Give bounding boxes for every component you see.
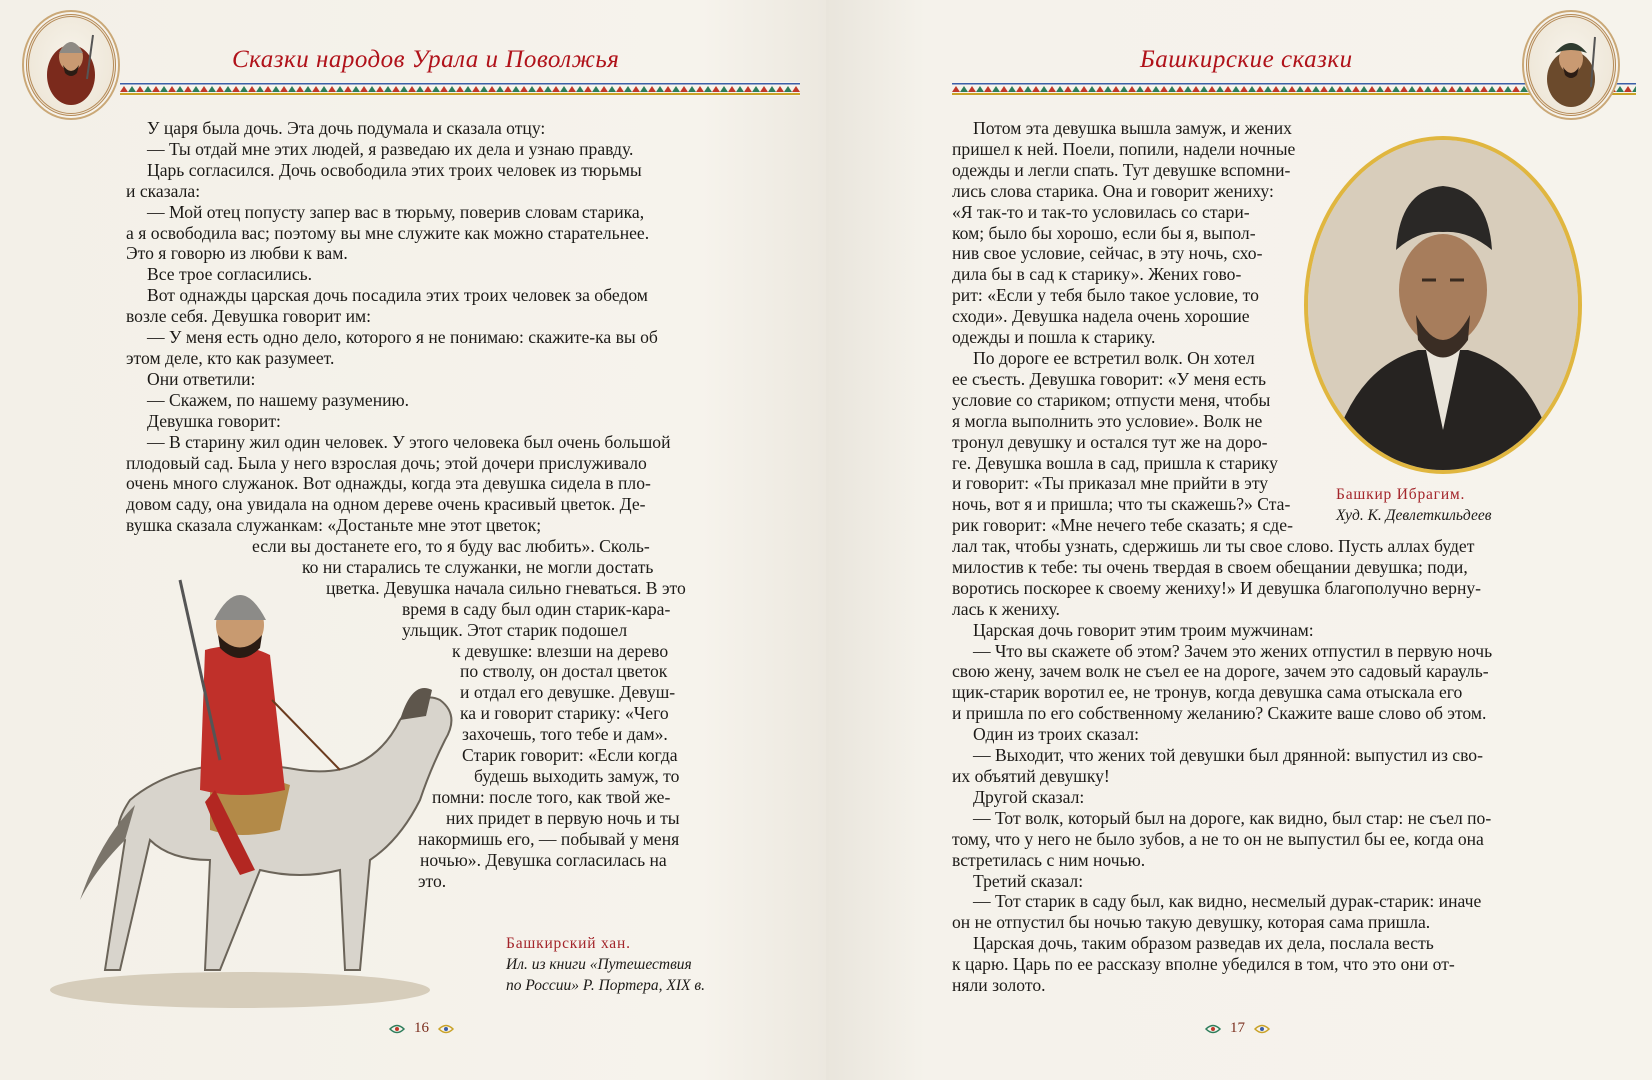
caption-title: Башкир Ибрагим.: [1336, 486, 1466, 503]
warrior-portrait-medallion: [26, 14, 116, 116]
ornamental-band: [120, 82, 800, 96]
horseman-caption: [506, 933, 766, 996]
caption-line: по России» Р. Портера, XIX в.: [506, 977, 705, 994]
page-number: 17: [1196, 1020, 1279, 1037]
story-text-wrap: если вы достанете его, то я буду вас любить». Сколь- ко ни старались те служанки, не могли достать цветка. Девушка начала сильно гневаться. В это время в саду был один старик-кара- ульщик. Этот старик подошел к девушке: влезши на дерево по стволу, он достал цветок и отдал его девушке. Девуш- ка и говорит старику: «Чего захочешь, того тебе и дам». Старик говорит: «Если когда будешь выходить замуж, то помни: после того, как твой же- них придет в первую ночь и ты накормишь его, — побывай у меня ночью». Девушка согласилась на это.: [252, 536, 686, 891]
portrait-caption: [1336, 484, 1616, 526]
ornament-icon: [1253, 1022, 1271, 1036]
bashkir-portrait-medallion: [1526, 14, 1616, 116]
ornament-icon: [1204, 1022, 1222, 1036]
caption-line: Ил. из книги «Путешествия: [506, 956, 692, 973]
running-header: Башкирские сказки: [1140, 46, 1353, 73]
bashkir-ibragim-portrait: [1304, 136, 1582, 474]
story-text-wrap: Потом эта девушка вышла замуж, и жених пришел к ней. Поели, попили, надели ночные одежды и легли спать. Тут девушке вспомни- лись слова старика. Она и говорит жениху: «Я так-то и так-то условилась со стари- ком; было бы хорошо, если бы я, выпол- нив свое условие, сейчас, в эту ночь, схо- дила бы в сад к старику». Жених гово- рит: «Если у тебя было такое условие, то сходи». Девушка надела очень хорошие одежды и пошла к старику. По дороге ее встретил волк. Он хотел ее съесть. Девушка говорит: «У меня есть условие со стариком; отпусти меня, чтобы я могла выполнить это условие». Волк не тронул девушку и остался тут же на доро- ге. Девушка вошла в сад, пришла к старику и говорит: «Ты приказал мне прийти в эту ночь, вот я и пришла; что ты скажешь?» Ста- рик говорит: «Мне нечего тебе сказать; я сде-: [952, 118, 1296, 536]
ornament-icon: [437, 1022, 455, 1036]
bashkir-khan-illustration: [40, 540, 480, 1020]
running-header: Сказки народов Урала и Поволжья: [232, 46, 620, 73]
caption-line: Худ. К. Девлеткильдеев: [1336, 507, 1492, 524]
caption-title: Башкирский хан.: [506, 935, 631, 952]
story-text-top: У царя была дочь. Эта дочь подумала и сказала отцу: — Ты отдай мне этих людей, я разведаю их дела и узнаю правду. Царь согласился. Дочь освободила этих троих человек из тюрьмы и сказала: — Мой отец попусту запер вас в тюрьму, поверив словам старика, а я освободила вас; поэтому вы мне служите как можно старательнее. Это я говорю из любви к вам. Все трое согласились. Вот однажды царская дочь посадила этих троих человек за обедом возле себя. Девушка говорит им: — У меня есть одно дело, которого я не понимаю: скажите-ка вы об этом деле, кто как разумеет. Они ответили: — Скажем, по нашему разумению. Девушка говорит: — В старину жил один человек. У этого человека был очень большой плодовый сад. Была у него взрослая дочь; этой дочери прислуживало очень много служанок. Вот однажды, когда эта девушка сидела в пло- довом саду, она увидала на одном дереве очень красивый цветок. Де- вушка сказала служанкам: «Достаньте мне этот цветок;: [126, 118, 671, 536]
right-page: [826, 0, 1652, 1080]
story-text-full: лал так, чтобы узнать, сдержишь ли ты свое слово. Пусть аллах будет милостив к тебе: ты очень твердая в своем обещании девушка; поди, воротись поскорее к своему жениху!» И девушка благополучно верну- лась к жениху. Царская дочь говорит этим троим мужчинам: — Что вы скажете об этом? Зачем это жених отпустил в первую ночь свою жену, зачем волк не съел ее на дороге, зачем это садовый карауль- щик-старик воротил ее, не тронув, когда девушка сама отыскала его и пришла по его собственному желанию? Скажите ваше слово об этом. Один из троих сказал: — Выходит, что жених той девушки был дрянной: выпустил из сво- их объятий девушку! Другой сказал: — Тот волк, который был на дороге, как видно, был стар: не съел по- тому, что у него не было зубов, а не то он не выпустил бы ее, когда она встретилась с ним ночью. Третий сказал: — Тот старик в саду был, как видно, несмелый дурак-старик: иначе он не отпустил бы ночью такую девушку, которая сама пришла. Царская дочь, таким образом разведав их дела, послала весть к царю. Царь по ее рассказу вполне убедился в том, что это они от- няли золото.: [952, 536, 1493, 996]
ornament-icon: [388, 1022, 406, 1036]
page-number: 16: [380, 1020, 463, 1037]
